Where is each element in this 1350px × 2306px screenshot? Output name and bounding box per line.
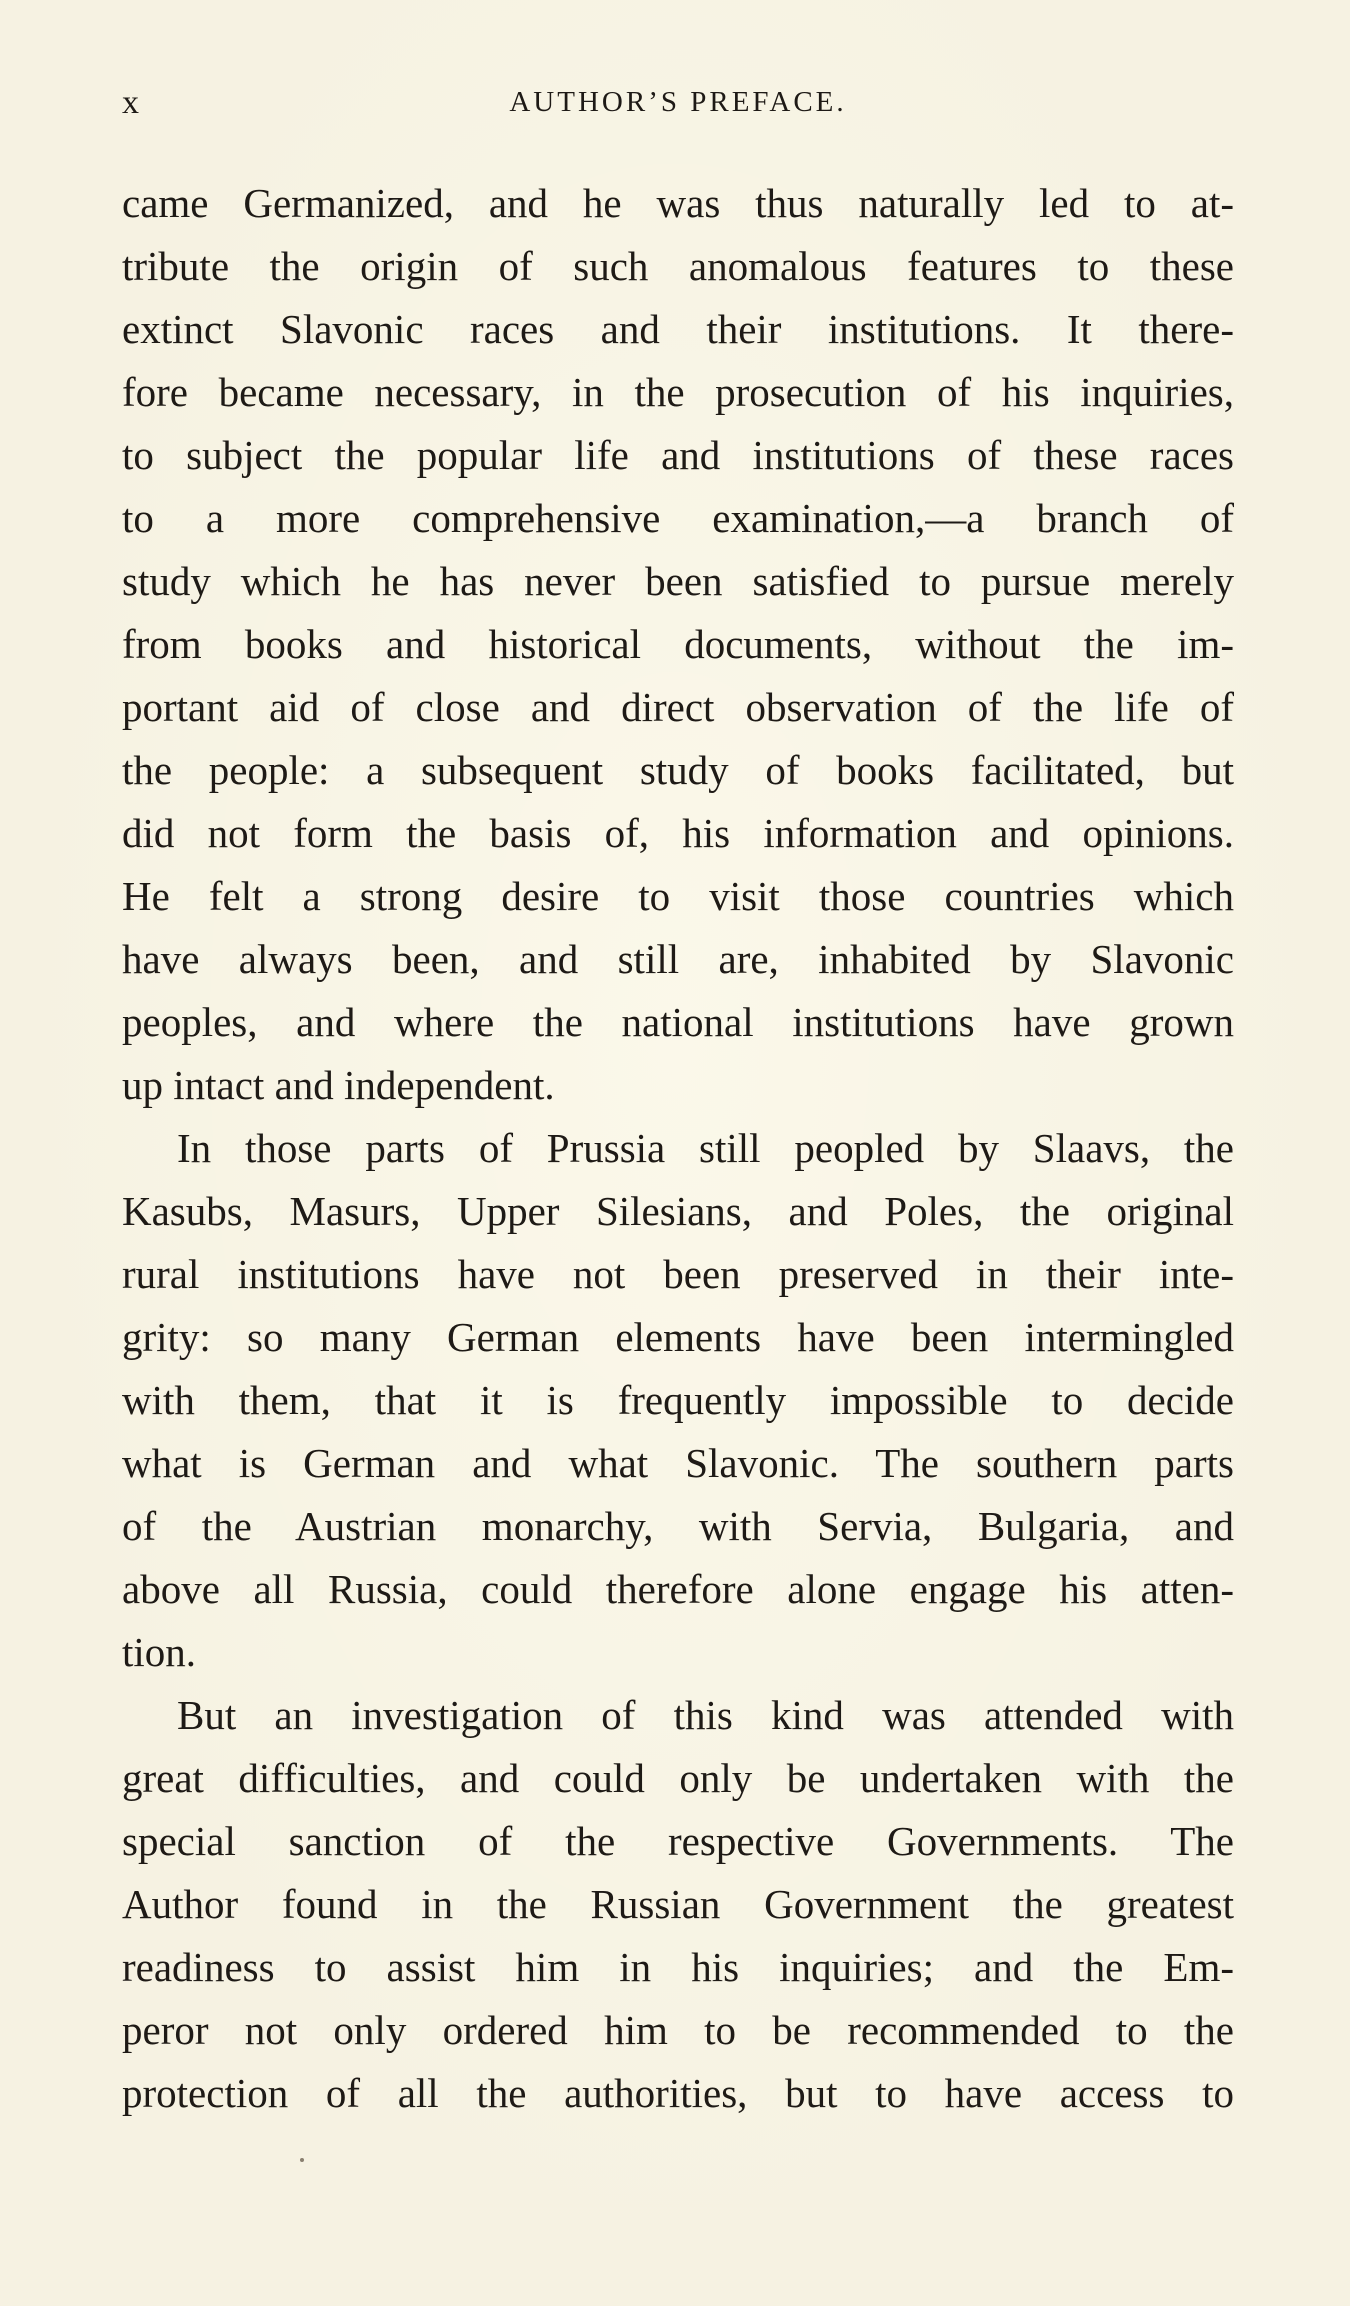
text-line: tribute the origin of such anomalous features to these [122, 243, 1234, 289]
text-line: fore became necessary, in the prosecution of his inquiries, [122, 369, 1234, 415]
text-line: to a more comprehensive examination,—a branch of [122, 495, 1234, 541]
running-title: AUTHOR’S PREFACE. [509, 86, 847, 118]
text-line: from books and historical documents, without the im- [122, 621, 1234, 667]
text-line: readiness to assist him in his inquiries; and the Em- [122, 1944, 1234, 1990]
text-line: peoples, and where the national institutions have grown [122, 999, 1234, 1045]
text-line: with them, that it is frequently impossible to decide [122, 1377, 1234, 1423]
body-text [122, 172, 1234, 2125]
text-line: protection of all the authorities, but to have access to [122, 2070, 1234, 2116]
paragraph-start-line: But an investigation of this kind was attended with [177, 1692, 1234, 1738]
text-line: to subject the popular life and institutions of these races [122, 432, 1234, 478]
text-line: great difficulties, and could only be undertaken with the [122, 1755, 1234, 1801]
paper-speck [300, 2158, 304, 2162]
page-number: x [122, 84, 140, 121]
text-line: Author found in the Russian Government the greatest [122, 1881, 1234, 1927]
running-head [122, 78, 1234, 126]
paragraph-start-line: In those parts of Prussia still peopled by Slaavs, the [177, 1125, 1234, 1171]
text-line: rural institutions have not been preserved in their inte- [122, 1251, 1234, 1297]
paragraph-end-line: tion. [122, 1629, 197, 1675]
text-line: study which he has never been satisfied to pursue merely [122, 558, 1234, 604]
text-line: came Germanized, and he was thus naturally led to at- [122, 180, 1234, 226]
text-line: above all Russia, could therefore alone engage his atten- [122, 1566, 1234, 1612]
text-line: grity: so many German elements have been intermingled [122, 1314, 1234, 1360]
text-line: what is German and what Slavonic. The southern parts [122, 1440, 1234, 1486]
text-line: have always been, and still are, inhabited by Slavonic [122, 936, 1234, 982]
text-line: He felt a strong desire to visit those countries which [122, 873, 1234, 919]
text-line: of the Austrian monarchy, with Servia, Bulgaria, and [122, 1503, 1234, 1549]
text-line: Kasubs, Masurs, Upper Silesians, and Poles, the original [122, 1188, 1234, 1234]
text-line: special sanction of the respective Governments. The [122, 1818, 1234, 1864]
text-line: the people: a subsequent study of books facilitated, but [122, 747, 1234, 793]
paragraph-end-line: up intact and independent. [122, 1062, 555, 1108]
text-line: peror not only ordered him to be recommended to the [122, 2007, 1234, 2053]
text-line: did not form the basis of, his information and opinions. [122, 810, 1234, 856]
text-line: portant aid of close and direct observation of the life of [122, 684, 1234, 730]
text-line: extinct Slavonic races and their institutions. It there- [122, 306, 1234, 352]
